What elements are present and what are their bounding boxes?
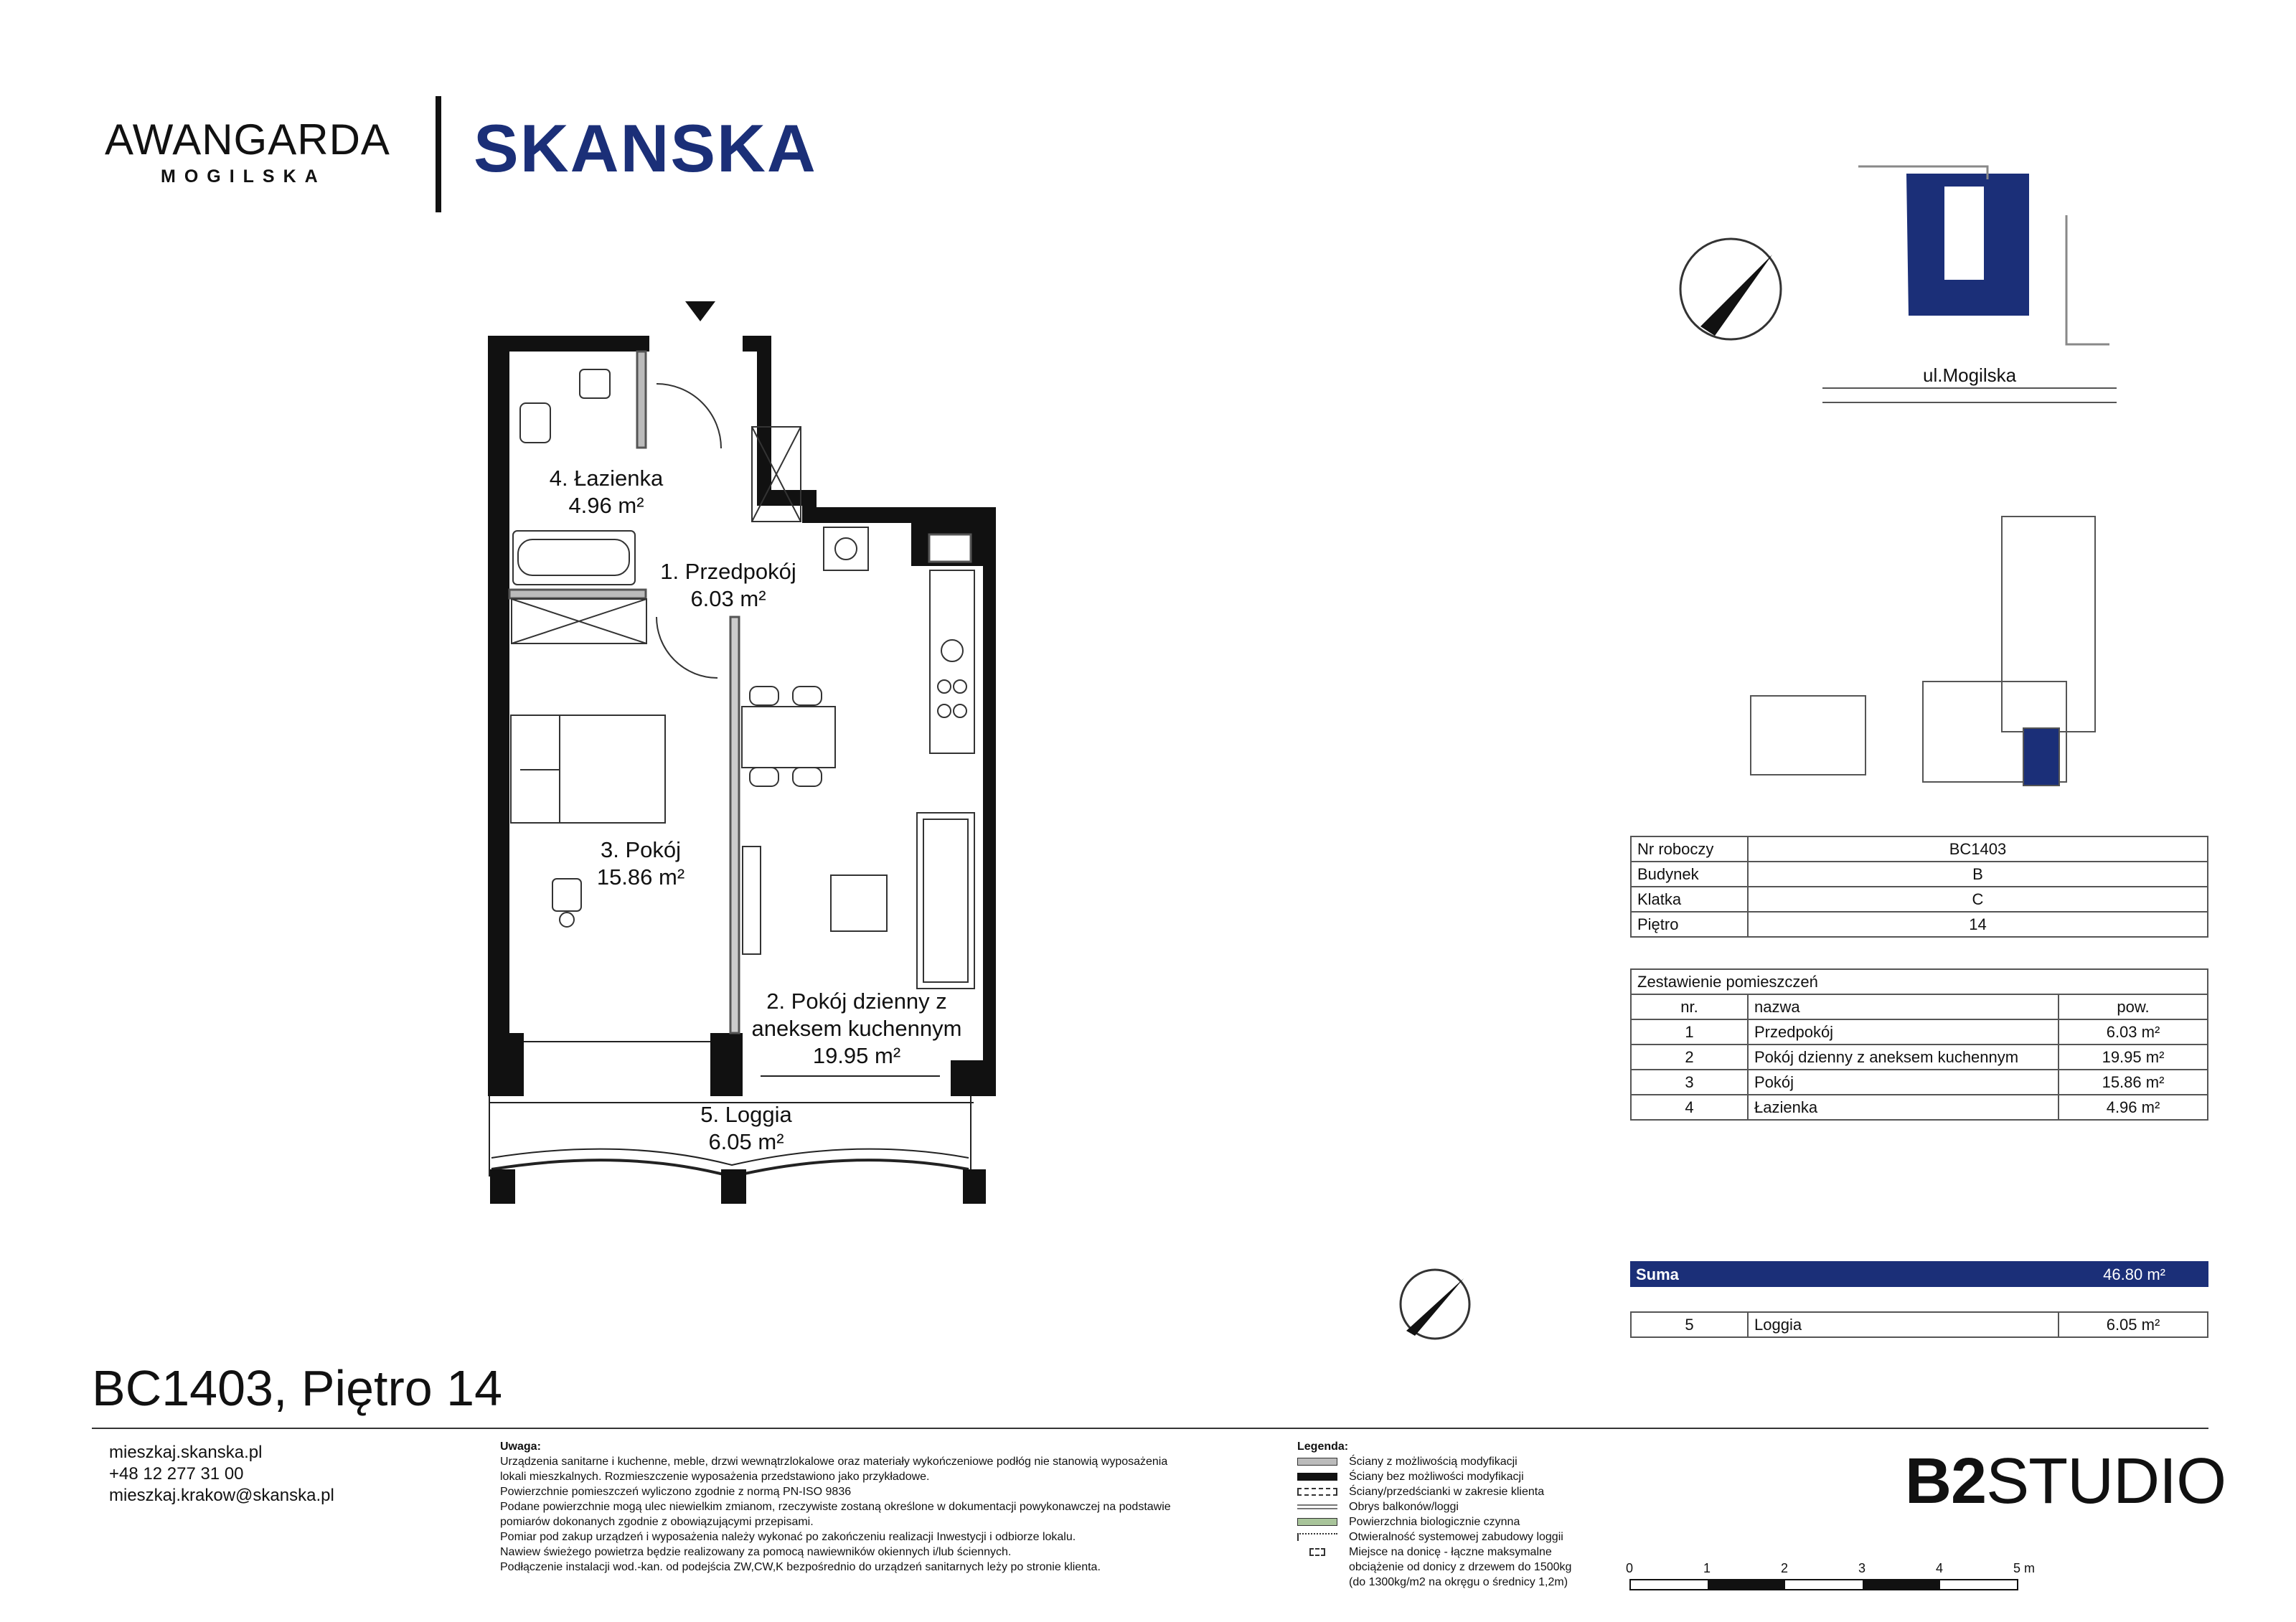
note-line: Powierzchnie pomieszczeń wyliczono zgodnie z normą PN-ISO 9836 — [500, 1486, 852, 1498]
table-row: 2 Pokój dzienny z aneksem kuchennym 19.95 m² — [1631, 1045, 2208, 1070]
page-title: BC1403, Piętro 14 — [92, 1360, 503, 1416]
table-row: 1 Przedpokój 6.03 m² — [1631, 1019, 2208, 1045]
contact-email[interactable]: mieszkaj.krakow@skanska.pl — [109, 1486, 334, 1505]
legend-item: Ściany/przedścianki w zakresie klienta — [1297, 1484, 1571, 1499]
b2-text: B2 — [1905, 1446, 1987, 1517]
room-label-lazienka — [524, 465, 689, 519]
room-name: 1. Przedpokój — [660, 559, 796, 584]
room-name: 5. Loggia — [700, 1102, 792, 1127]
note-line: Pomiar pod zakup urządzeń i wyposażenia należy wykonać po zakończeniu realizacji Inwestycji i odbiorze lokalu. — [500, 1531, 1076, 1543]
note-line: Urządzenia sanitarne i kuchenne, meble, drzwi wewnątrzlokalowe oraz materiały wykończeniowe podłóg nie stanowią wyposażenia — [500, 1456, 1168, 1468]
room-area: 19.95 m² — [812, 1043, 901, 1068]
studio-text: STUDIO — [1986, 1446, 2226, 1517]
sum-bar — [1630, 1261, 2208, 1287]
table-header: nr. nazwa pow. — [1631, 994, 2208, 1019]
room-area: 6.05 m² — [708, 1129, 784, 1154]
legend-item: Powierzchnia biologicznie czynna — [1297, 1514, 1571, 1529]
room-area: 6.03 m² — [690, 586, 766, 611]
legend-item: obciążenie od donicy z drzewem do 1500kg — [1349, 1561, 1572, 1573]
contact-phone: +48 12 277 31 00 — [109, 1464, 244, 1484]
legend-item: (do 1300kg/m2 na okręgu o średnicy 1,2m) — [1349, 1576, 1568, 1588]
legend-heading: Legenda: — [1297, 1441, 1349, 1453]
brand-mogilska-logo: MOGILSKA — [161, 166, 326, 187]
room-name: 2. Pokój dzienny z — [766, 989, 947, 1014]
info-table — [1630, 836, 2208, 938]
light-walls — [509, 352, 971, 1033]
room-name: 3. Pokój — [600, 837, 681, 862]
table-row: Klatka C — [1631, 887, 2208, 912]
table-row: Nr roboczy BC1403 — [1631, 836, 2208, 862]
entrance-marker — [685, 301, 715, 321]
table-row: 4 Łazienka 4.96 m² — [1631, 1095, 2208, 1120]
compass-icon-small — [1401, 1270, 1469, 1339]
table-row: 5 Loggia 6.05 m² — [1631, 1312, 2208, 1337]
scale-label: 5 m — [2013, 1561, 2036, 1575]
footer-divider — [92, 1428, 2208, 1429]
b2studio-logo — [1905, 1446, 2226, 1517]
legend-item: Ściany z możliwością modyfikacji — [1297, 1454, 1571, 1469]
table-row: Piętro 14 — [1631, 912, 2208, 937]
note-line: pomiarów dokonanych zgodnie z obowiązującymi przepisami. — [500, 1516, 814, 1528]
compass-icon — [1680, 239, 1781, 339]
table-row — [1631, 969, 2208, 994]
sum-value: 46.80 m² — [2103, 1265, 2165, 1283]
room-label-pokoj-dzienny — [742, 988, 971, 1070]
room-name: 4. Łazienka — [549, 466, 664, 491]
legend-item: Ściany bez możliwości modyfikacji — [1297, 1469, 1571, 1484]
note-line: Podłączenie instalacji wod.-kan. od podejścia ZW,CW,K bezpośrednio do urządzeń sanitarnych leży po stronie klienta. — [500, 1561, 1101, 1573]
scale-label: 1 — [1703, 1561, 1711, 1575]
scale-label: 3 — [1858, 1561, 1866, 1575]
contact-block — [109, 1442, 334, 1507]
summary-table — [1630, 968, 2208, 1121]
building-outline — [1751, 517, 2095, 786]
legend-block — [1297, 1439, 1571, 1590]
contact-website[interactable]: mieszkaj.skanska.pl — [109, 1443, 263, 1462]
note-line: Podane powierzchnie mogą ulec niewielkim zmianom, rzeczywiste zostaną określone w dokumentacji powykonawczej na podstawie — [500, 1501, 1171, 1513]
note-line: Nawiew świeżego powietrza będzie realizowany za pomocą nawiewników okiennych i/lub ściennych. — [500, 1546, 1012, 1558]
room-area: 15.86 m² — [596, 864, 685, 890]
scale-label: 4 — [1936, 1561, 1944, 1575]
scale-label: 0 — [1626, 1561, 1634, 1575]
legend-item: Otwieralność systemowej zabudowy loggii — [1297, 1529, 1571, 1545]
scale-label: 2 — [1781, 1561, 1789, 1575]
note-line: lokali mieszkalnych. Rozmieszczenie wyposażenia przedstawiono jako przykładowe. — [500, 1471, 930, 1483]
fixtures — [511, 369, 974, 989]
room-label-pokoj — [562, 836, 720, 891]
scale-bar — [1630, 1580, 2018, 1590]
brand-awangarda-logo: AWANGARDA — [105, 115, 390, 164]
notes-heading: Uwaga: — [500, 1441, 541, 1453]
street-label: ul.Mogilska — [1923, 364, 2017, 386]
table-row: Budynek B — [1631, 862, 2208, 887]
notes-block — [500, 1439, 1218, 1575]
legend-item: Miejsce na donicę - łączne maksymalne — [1297, 1545, 1571, 1560]
room-label-przedpokoj — [646, 558, 811, 613]
loggia-table — [1630, 1311, 2208, 1338]
table-row: 3 Pokój 15.86 m² — [1631, 1070, 2208, 1095]
summary-title: Zestawienie pomieszczeń — [1631, 969, 2208, 994]
room-label-loggia — [660, 1101, 832, 1156]
legend-item: Obrys balkonów/loggi — [1297, 1499, 1571, 1514]
balcony-posts — [490, 1169, 986, 1204]
skanska-logo: SKANSKA — [474, 110, 817, 186]
sum-label: Suma — [1636, 1265, 1679, 1283]
room-name-2: aneksem kuchennym — [751, 1016, 962, 1041]
room-area: 4.96 m² — [568, 493, 644, 518]
